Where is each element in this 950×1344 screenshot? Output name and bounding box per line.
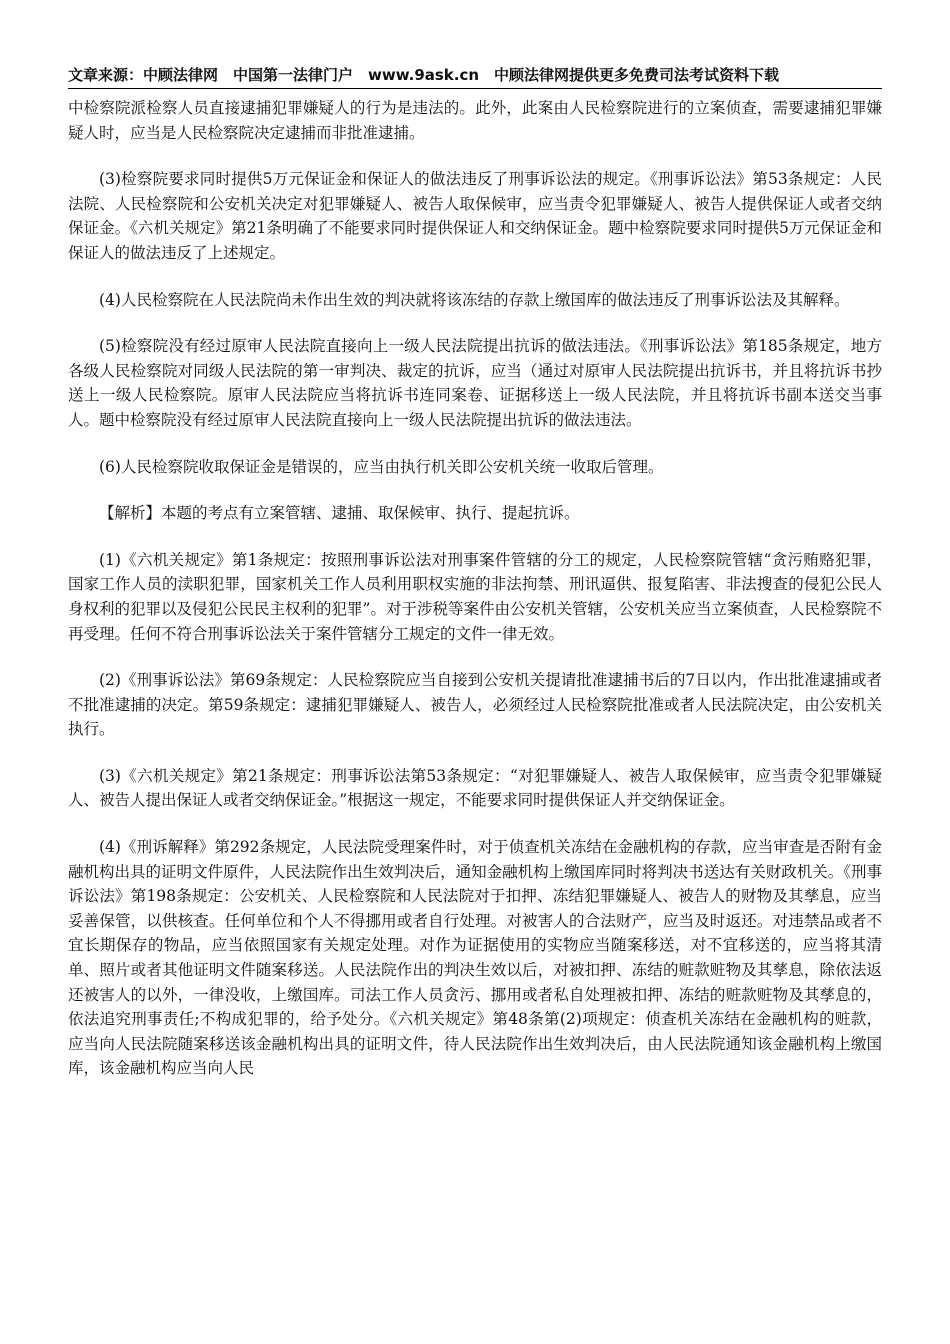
paragraph-analysis-heading: 【解析】本题的考点有立案管辖、逮捕、取保候审、执行、提起抗诉。 (99, 504, 580, 523)
page-header: 文章来源：中顾法律网 中国第一法律门户 www.9ask.cn 中顾法律网提供更多免费司法考试资料下载 (68, 66, 780, 84)
document-body (68, 96, 882, 1103)
paragraph-analysis-4: (4)《刑诉解释》第292条规定，人民法院受理案件时，对于侦查机关冻结在金融机构的存款，应当审查是否附有金融机构出具的证明文件原件，人民法院作出生效判决后，通知金融机构上缴国库同时将判决书送达有关财政机关。《刑事诉讼法》第198条规定：公安机关、人民检察院和人民法院对于扣押、冻结犯罪嫌疑人、被告人的财物及其孳息，应当妥善保管，以供核查。任何单位和个人不得挪用或者自行处理。对被害人的合法财产，应当及时返还。对违禁品或者不宜长期保存的物品，应当依照国家有关规定处理。对作为证据使用的实物应当随案移送，对不宜移送的，应当将其清单、照片或者其他证明文件随案移送。人民法院作出的判决生效以后，对被扣押、冻结的赃款赃物及其孳息，除依法返还被害人的以外，一律没收，上缴国库。司法工作人员贪污、挪用或者私自处理被扣押、冻结的赃款赃物及其孳息的，依法追究刑事责任;不构成犯罪的，给予处分。《六机关规定》第48条第(2)项规定：侦查机关冻结在金融机构的赃款，应当向人民法院随案移送该金融机构出具的证明文件，待人民法院作出生效判决后，由人民法院通知该金融机构上缴国库，该金融机构应当向人民 (68, 838, 882, 1078)
paragraph-analysis-1: (1)《六机关规定》第1条规定：按照刑事诉讼法对刑事案件管辖的分工的规定，人民检察院管辖“贪污贿赂犯罪，国家工作人员的渎职犯罪，国家机关工作人员利用职权实施的非法拘禁、刑讯逼供、报复陷害、非法搜查的侵犯公民人身权利的犯罪以及侵犯公民民主权利的犯罪”。对于涉税等案件由公安机关管辖，公安机关应当立案侦查，人民检察院不再受理。任何不符合刑事诉讼法关于案件管辖分工规定的文件一律无效。 (68, 550, 882, 643)
paragraph-analysis-2: (2)《刑事诉讼法》第69条规定：人民检察院应当自接到公安机关提请批准逮捕书后的7日以内，作出批准逮捕或者不批准逮捕的决定。第59条规定：逮捕犯罪嫌疑人、被告人，必须经过人民检察院批准或者人民法院决定，由公安机关执行。 (68, 671, 882, 739)
header-divider (68, 88, 882, 89)
paragraph-continuation: 中检察院派检察人员直接逮捕犯罪嫌疑人的行为是违法的。此外，此案由人民检察院进行的立案侦查，需要逮捕犯罪嫌疑人时，应当是人民检察院决定逮捕而非批准逮捕。 (68, 99, 882, 142)
paragraph-answer-6: (6)人民检察院收取保证金是错误的，应当由执行机关即公安机关统一收取后管理。 (99, 457, 664, 476)
paragraph-answer-4: (4)人民检察院在人民法院尚未作出生效的判决就将该冻结的存款上缴国库的做法违反了刑事诉讼法及其解释。 (99, 290, 850, 309)
paragraph-answer-3: (3)检察院要求同时提供5万元保证金和保证人的做法违反了刑事诉讼法的规定。《刑事诉讼法》第53条规定：人民法院、人民检察院和公安机关决定对犯罪嫌疑人、被告人取保候审，应当责令犯罪嫌疑人、被告人提供保证人或者交纳保证金。《六机关规定》第21条明确了不能要求同时提供保证人和交纳保证金。题中检察院要求同时提供5万元保证金和保证人的做法违反了上述规定。 (68, 170, 882, 262)
paragraph-answer-5: (5)检察院没有经过原审人民法院直接向上一级人民法院提出抗诉的做法违法。《刑事诉讼法》第185条规定，地方各级人民检察院对同级人民法院的第一审判决、裁定的抗诉，应当（通过对原审人民法院提出抗诉书，并且将抗诉书抄送上一级人民检察院。原审人民法院应当将抗诉书连同案卷、证据移送上一级人民法院，并且将抗诉书副本送交当事人。题中检察院没有经过原审人民法院直接向上一级人民法院提出抗诉的做法违法。 (68, 337, 882, 429)
paragraph-analysis-3: (3)《六机关规定》第21条规定：刑事诉讼法第53条规定：“对犯罪嫌疑人、被告人取保候审，应当责令犯罪嫌疑人、被告人提出保证人或者交纳保证金。”根据这一规定，不能要求同时提供保证人并交纳保证金。 (68, 766, 882, 810)
